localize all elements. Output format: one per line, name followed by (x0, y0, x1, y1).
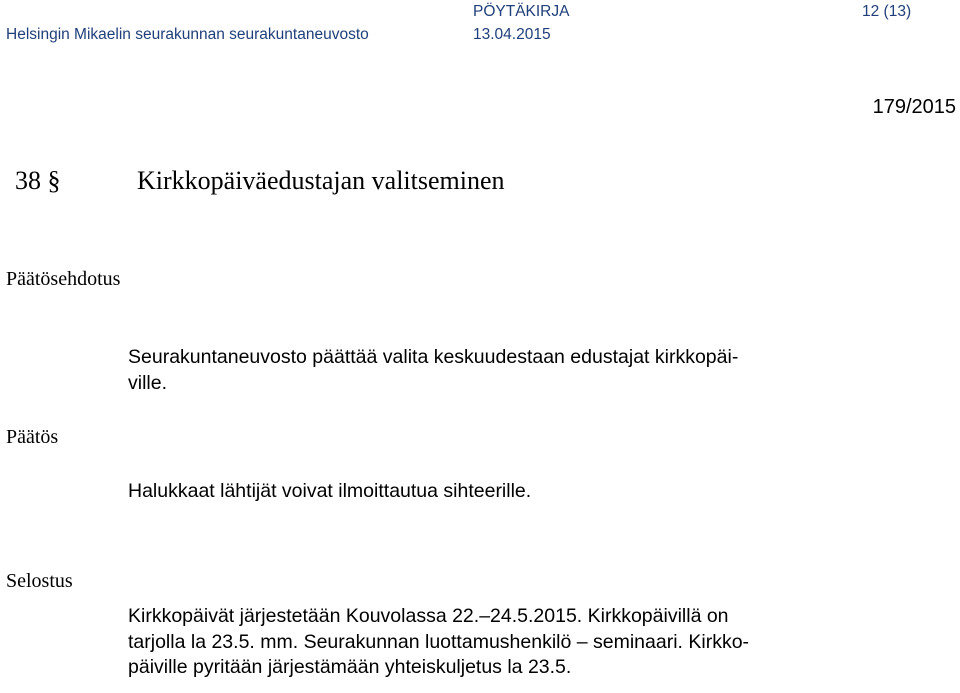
explanation-line: Kirkkopäivät järjestetään Kouvolassa 22.–24.5.2015. Kirkkopäivillä on (128, 605, 729, 627)
header-document-type: PÖYTÄKIRJA (473, 3, 570, 20)
section-title: Kirkkopäiväedustajan valitseminen (137, 166, 505, 195)
proposal-line: Seurakuntaneuvosto päättää valita keskuudestaan edustajat kirkkopäi- (128, 346, 739, 368)
explanation-paragraph (128, 604, 948, 681)
header-organization: Helsingin Mikaelin seurakunnan seurakuntaneuvosto (6, 26, 369, 43)
explanation-label: Selostus (6, 570, 73, 592)
header-date: 13.04.2015 (473, 26, 551, 43)
header-page-number: 12 (13) (862, 3, 912, 20)
proposal-paragraph (128, 345, 948, 396)
document-number: 179/2015 (872, 96, 956, 118)
decision-line: Halukkaat lähtijät voivat ilmoittautua sihteerille. (128, 480, 532, 502)
proposal-line: ville. (128, 371, 168, 394)
decision-label: Päätös (6, 426, 59, 448)
section-number: 38 § (15, 166, 61, 195)
explanation-line: tarjolla la 23.5. mm. Seurakunnan luottamushenkilö – seminaari. Kirkko- (128, 630, 750, 653)
decision-paragraph (128, 479, 948, 505)
proposal-label: Päätösehdotus (6, 268, 121, 290)
explanation-line: päiville pyritään järjestämään yhteiskuljetus la 23.5. (128, 656, 572, 678)
